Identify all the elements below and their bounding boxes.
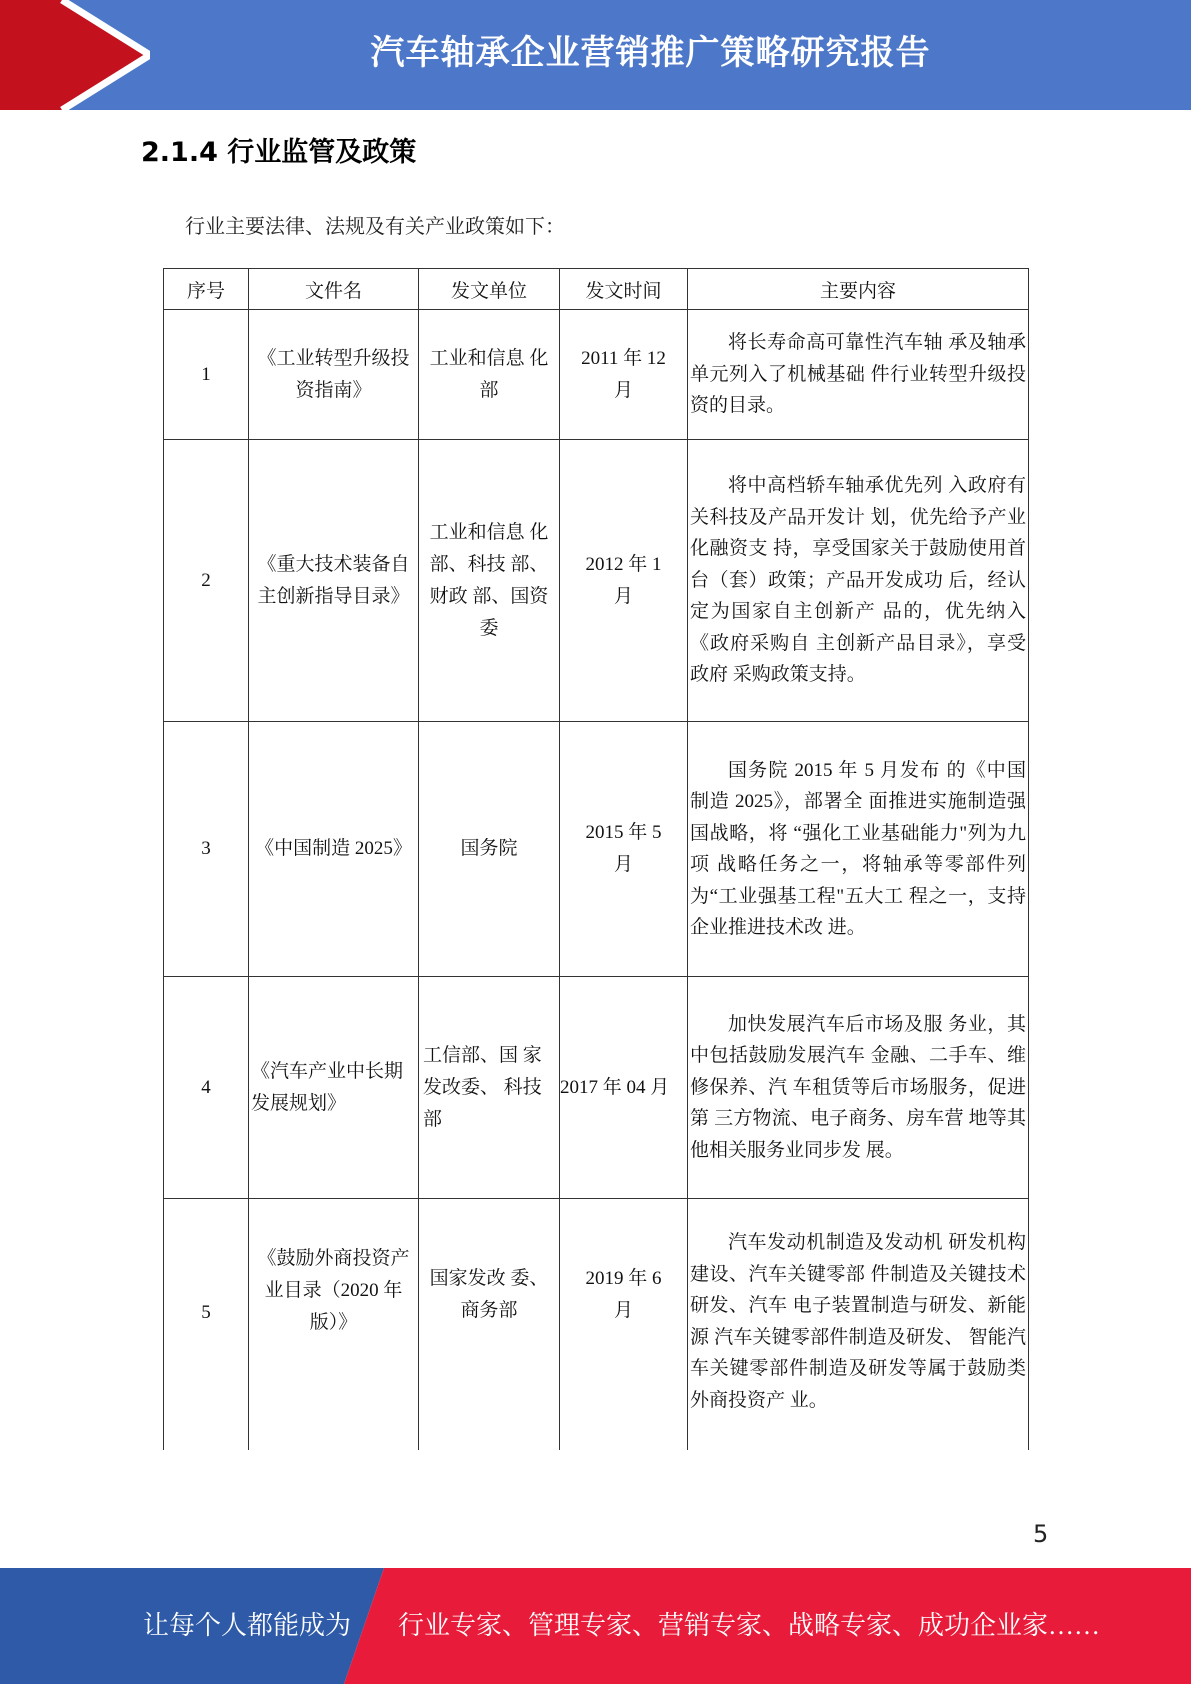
issue-date: 2015 年 5 月 [560, 722, 688, 977]
header-cell-name: 文件名 [249, 269, 419, 310]
red-arrow-wedge [0, 0, 150, 110]
issue-date: 2012 年 1 月 [560, 440, 688, 722]
table-row [164, 440, 1029, 722]
issue-date: 2011 年 12 月 [560, 310, 688, 440]
document-name: 《鼓励外商投资产业目录（2020 年版）》 [249, 1199, 419, 1450]
issuing-department: 工信部、国 家发改委、 科技部 [419, 977, 560, 1199]
report-title: 汽车轴承企业营销推广策略研究报告 [370, 33, 931, 73]
main-content: 将长寿命高可靠性汽车轴 承及轴承单元列入了机械基础 件行业转型升级投资的目录。 [688, 310, 1029, 440]
footer-slogan-left: 让每个人都能成为 [143, 1611, 352, 1640]
row-number: 2 [164, 440, 249, 722]
main-content: 汽车发动机制造及发动机 研发机构建设、汽车关键零部 件制造及关键技术研发、汽车 电子装置制造与研发、新能源 汽车关键零部件制造及研发、 智能汽车关键零部件制造及研发等属于鼓励类外商投资产 业。 [688, 1199, 1029, 1450]
header-cell-content: 主要内容 [688, 269, 1029, 310]
row-number: 5 [164, 1199, 249, 1450]
main-content: 加快发展汽车后市场及服 务业，其中包括鼓励发展汽车 金融、二手车、维修保养、汽 车租赁等后市场服务，促进第 三方物流、电子商务、房车营 地等其他相关服务业同步发 展。 [688, 977, 1029, 1199]
document-name: 《工业转型升级投资指南》 [249, 310, 419, 440]
header-cell-date: 发文时间 [560, 269, 688, 310]
footer-banner [0, 1568, 1191, 1684]
policy-table [163, 268, 1029, 1450]
header-cell-no: 序号 [164, 269, 249, 310]
main-content: 将中高档轿车轴承优先列 入政府有关科技及产品开发计 划，优先给予产业化融资支 持，享受国家关于鼓励使用首 台（套）政策；产品开发成功 后，经认定为国家自主创新产 品的，优先纳入《政府采购自 主创新产品目录》，享受政府 采购政策支持。 [688, 440, 1029, 722]
table-row [164, 722, 1029, 977]
issuing-department: 工业和信息 化部 [419, 310, 560, 440]
row-number: 3 [164, 722, 249, 977]
issue-date: 2019 年 6 月 [560, 1199, 688, 1450]
header-cell-dept: 发文单位 [419, 269, 560, 310]
issuing-department: 国务院 [419, 722, 560, 977]
table-row [164, 977, 1029, 1199]
page-number: 5 [1033, 1520, 1049, 1548]
issue-date: 2017 年 04 月 [560, 977, 688, 1199]
table-row [164, 310, 1029, 440]
document-name: 《中国制造 2025》 [249, 722, 419, 977]
main-content: 国务院 2015 年 5 月发布 的《中国制造 2025》，部署全 面推进实施制造强国战略，将 “强化工业基础能力"列为九项 战略任务之一，将轴承等零部件列为“工业强基工程"五大工 程之一，支持企业推进技术改 进。 [688, 722, 1029, 977]
section-heading: 2.1.4 行业监管及政策 [141, 137, 417, 168]
header-banner [0, 0, 1191, 110]
issuing-department: 国家发改 委、商务部 [419, 1199, 560, 1450]
table-header-row [164, 269, 1029, 310]
row-number: 4 [164, 977, 249, 1199]
table-row [164, 1199, 1029, 1450]
footer-slogan-right: 行业专家、管理专家、营销专家、战略专家、成功企业家…… [398, 1611, 1101, 1640]
issuing-department: 工业和信息 化部、科技 部、财政 部、国资委 [419, 440, 560, 722]
document-name: 《重大技术装备自主创新指导目录》 [249, 440, 419, 722]
document-name: 《汽车产业中长期发展规划》 [249, 977, 419, 1199]
row-number: 1 [164, 310, 249, 440]
intro-paragraph: 行业主要法律、法规及有关产业政策如下： [185, 216, 565, 238]
